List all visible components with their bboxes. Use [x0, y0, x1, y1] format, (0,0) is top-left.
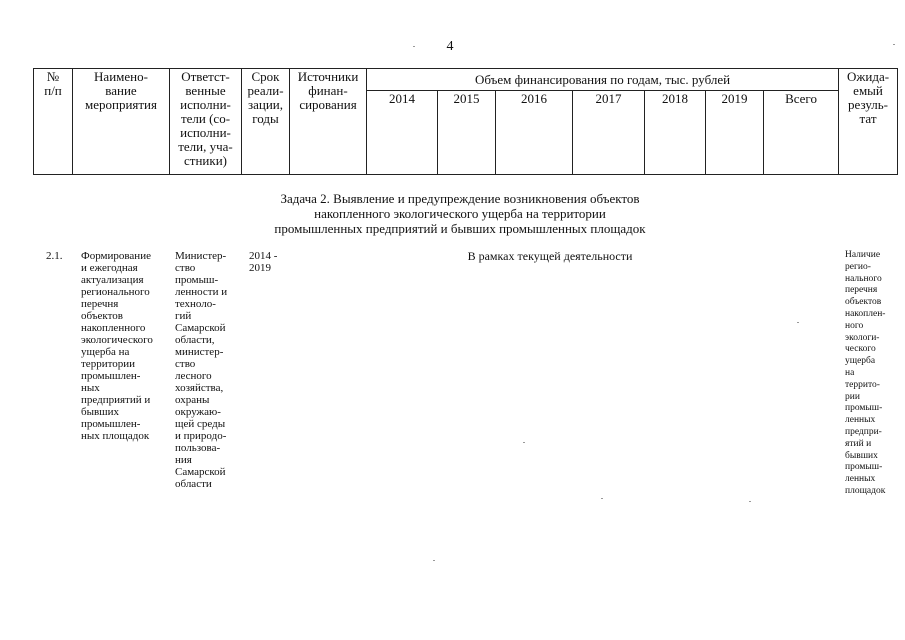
scan-speck — [523, 442, 525, 443]
column-header-number: № п/п — [34, 69, 73, 175]
scan-speck — [601, 498, 603, 499]
row-term: 2014 - 2019 — [249, 250, 278, 274]
program-table-header — [33, 68, 898, 175]
column-header-responsible: Ответст- венные исполни- тели (со- исполни- тели, уча- стники) — [170, 69, 242, 175]
row-expected-result: Наличие регио- нального перечня объектов накоплен- ного экологи- ческого ущерба на террито- рии промыш- ленных предпри- ятий и бывших промыш- ленных площадок — [845, 250, 886, 496]
row-number: 2.1. — [46, 250, 63, 262]
column-header-result: Ожида- емый резуль- тат — [839, 69, 898, 175]
column-header-name: Наимено- вание мероприятия — [73, 69, 170, 175]
row-funding: В рамках текущей деятельности — [467, 249, 633, 263]
row-activity-name: Формирование и ежегодная актуализация регионального перечня объектов накопленного экологического ущерба на территории промышлен- ных предприятий и бывших промышлен- ных площадок — [81, 250, 153, 442]
row-responsible: Министер- ство промыш- ленности и техноло- гий Самарской области, министер- ство лесного хозяйства, охраны окружаю- щей среды и природо- пользова- ния Самарской области — [175, 250, 228, 490]
column-header-year-2014: 2014 — [367, 91, 438, 175]
column-header-year-2019: 2019 — [706, 91, 764, 175]
task-heading-line: промышленных предприятий и бывших промышленных площадок — [274, 221, 646, 236]
column-header-term: Срок реали- зации, годы — [242, 69, 290, 175]
scan-speck — [797, 322, 799, 323]
column-header-funding: Объем финансирования по годам, тыс. рублей — [367, 69, 839, 91]
scan-speck — [433, 560, 435, 561]
column-header-year-2018: 2018 — [645, 91, 706, 175]
task-heading — [160, 191, 760, 236]
scan-speck — [749, 501, 751, 502]
scan-speck — [413, 46, 415, 47]
column-header-year-2017: 2017 — [573, 91, 645, 175]
column-header-year-2015: 2015 — [438, 91, 496, 175]
column-header-sources: Источники финан- сирования — [290, 69, 367, 175]
task-heading-line: Задача 2. Выявление и предупреждение возникновения объектов — [280, 191, 640, 206]
column-header-year-2016: 2016 — [496, 91, 573, 175]
scan-speck — [893, 44, 895, 45]
page-number: 4 — [446, 39, 454, 54]
column-header-total: Всего — [764, 91, 839, 175]
task-heading-line: накопленного экологического ущерба на территории — [314, 206, 606, 221]
